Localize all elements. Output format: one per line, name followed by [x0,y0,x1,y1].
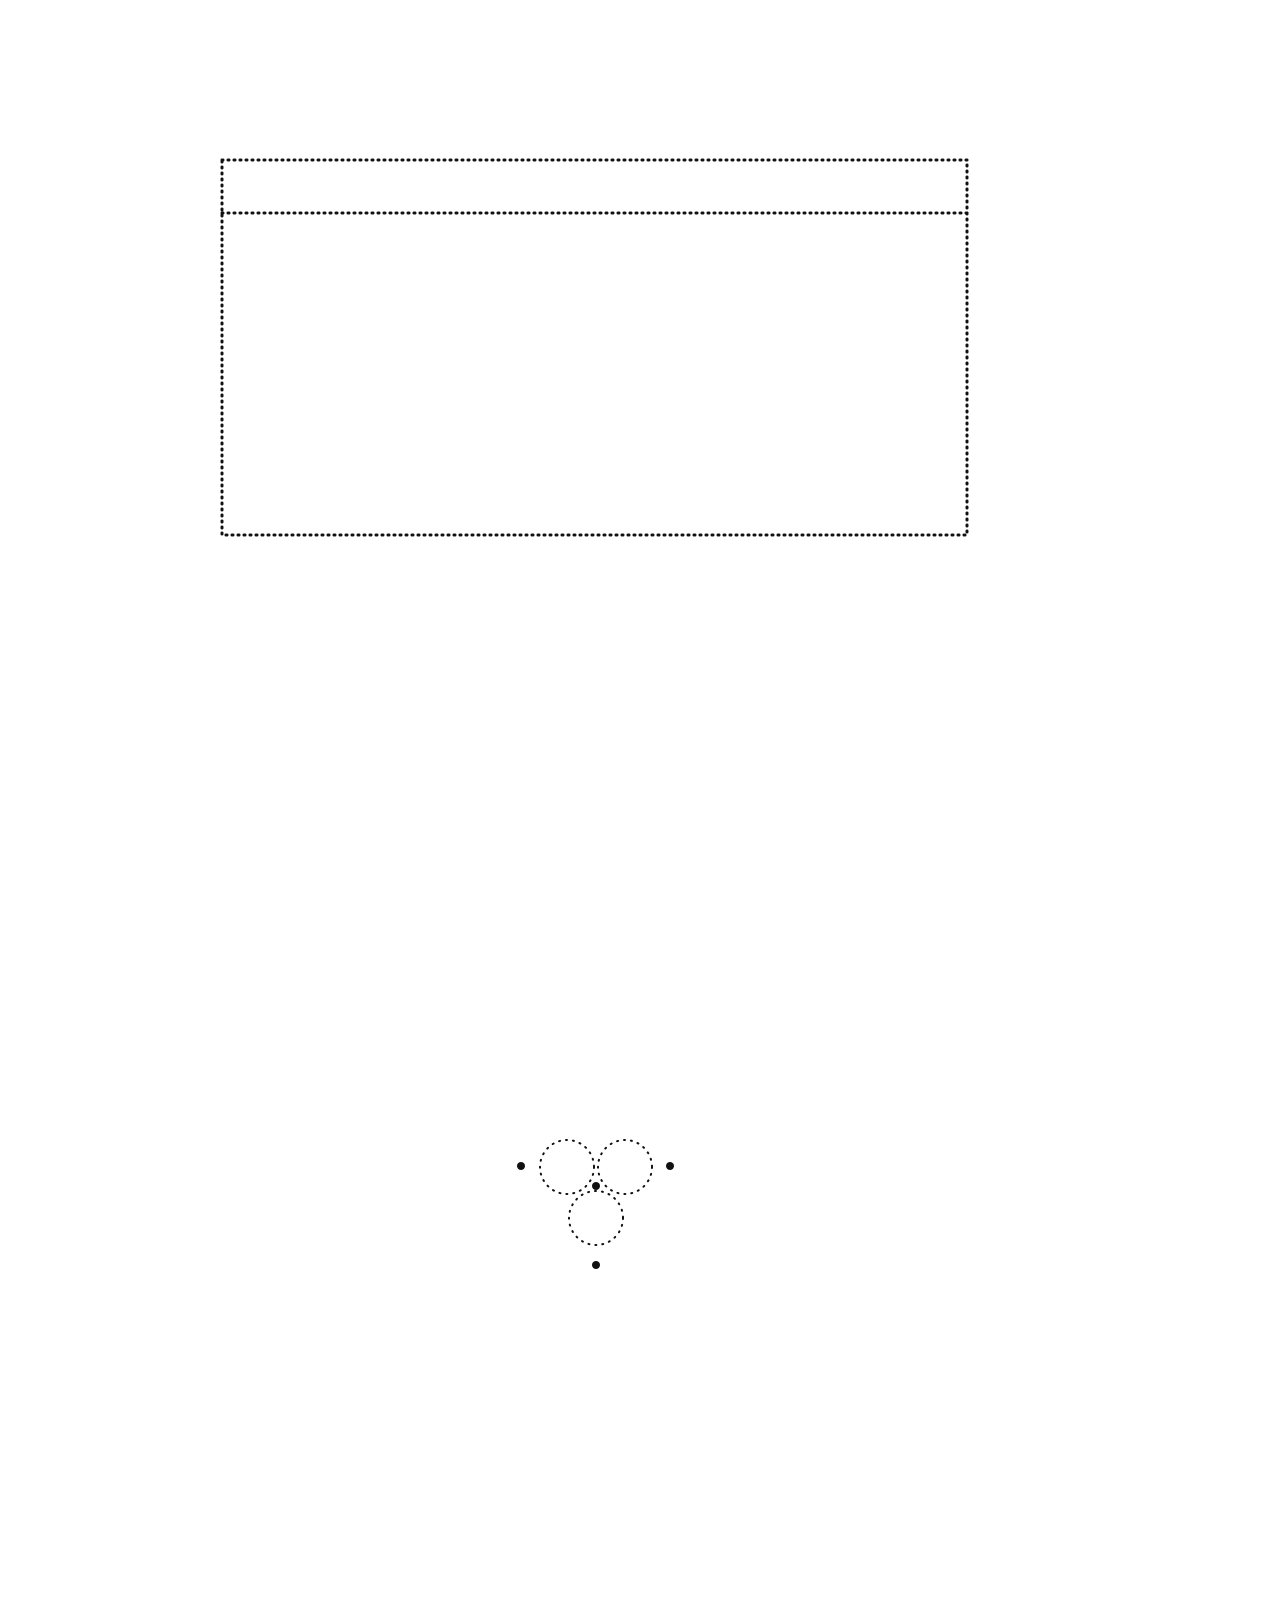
ring-ornament [517,1140,674,1269]
title-frame [222,160,967,535]
